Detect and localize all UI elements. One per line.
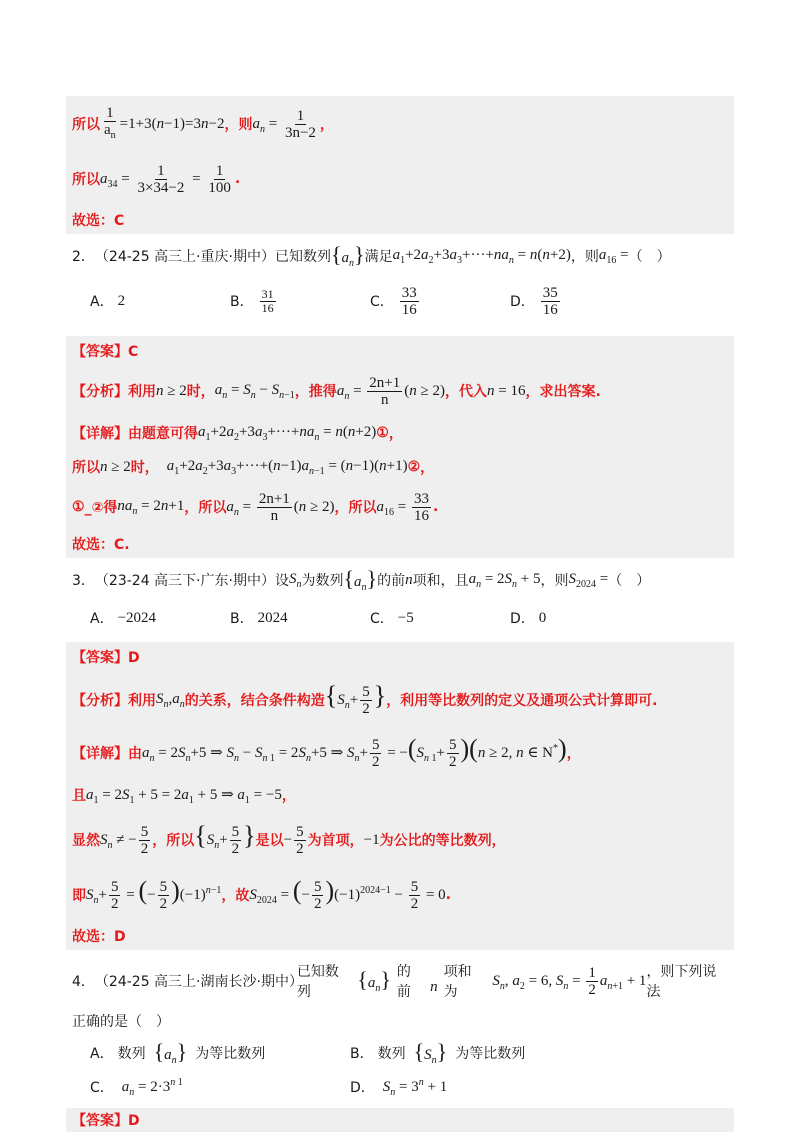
option-value: 0 bbox=[538, 609, 547, 626]
option-denominator: 16 bbox=[542, 301, 558, 318]
detail-line-3 bbox=[72, 484, 728, 530]
formula-n-ge-2: n ≥ 2 bbox=[100, 458, 131, 475]
question-blank: （ ） bbox=[628, 249, 671, 265]
answer-line bbox=[72, 1108, 728, 1132]
formula-n-16: n = 16 bbox=[486, 382, 526, 399]
solution-block-3 bbox=[66, 642, 734, 950]
formula-an: $a_n$ = $\frac{1}{3n-2}$ bbox=[252, 107, 316, 141]
question-source: （24-25 高三上·重庆·期中） bbox=[94, 249, 275, 265]
option-c[interactable] bbox=[370, 608, 510, 628]
option-a[interactable] bbox=[90, 608, 230, 628]
question-text: ，则下列说法 bbox=[646, 964, 717, 1000]
option-label: B． bbox=[230, 611, 254, 627]
detail-text: _②得 bbox=[84, 500, 118, 516]
question-text: 的前 bbox=[377, 573, 406, 589]
analysis-tag: 【分析】 bbox=[72, 693, 128, 709]
formula-condition: $S_n$, $a_2 = 6$, $S_n$ = $\frac{1}{2}$ $a_{n+1} + 1$ bbox=[492, 964, 647, 998]
answer-line bbox=[72, 336, 728, 366]
detail-text: ，故 bbox=[221, 888, 250, 904]
formula-s2024-result: $S_{2024}$ = (− $\frac{5}{2}$ )$(-1)^{2024-1}$ − $\frac{5}{2}$ = 0 bbox=[249, 875, 446, 913]
formula-a34: $a_{34}$ = $\frac{1}{3\times 34-2}$ = $\frac{1}{100}$ bbox=[100, 162, 231, 196]
formula-sum-condition: $a_1+2a_2+3a_3+\cdot\cdot\cdot+na_n = n(n+2)$ bbox=[392, 246, 571, 266]
detail-text: ， bbox=[388, 426, 403, 442]
question-4-options-row2 bbox=[90, 1070, 728, 1104]
answer-tag: 【答案】D bbox=[72, 650, 140, 666]
option-label: A． bbox=[90, 294, 114, 310]
question-source: （23-24 高三下·广东·期中） bbox=[94, 573, 275, 589]
formula-nan: $na_n = 2n+1$ bbox=[117, 497, 185, 517]
final-answer: 故选：D bbox=[72, 929, 126, 945]
option-value: 2 bbox=[117, 292, 126, 309]
option-numerator: 31 bbox=[261, 286, 274, 301]
formula-seq-an: $\{a_n\}$ bbox=[357, 966, 391, 994]
option-label: A． bbox=[90, 611, 114, 627]
question-number: 2． bbox=[72, 249, 95, 265]
circle-one-marker: ① bbox=[376, 425, 389, 441]
formula-eq2: $a_1+2a_2+3a_3+\cdot\cdot\cdot+(n-1)a_{n-1} = (n-1)(n+1)$ bbox=[166, 457, 408, 477]
detail-text: ， bbox=[420, 460, 435, 476]
option-c[interactable] bbox=[370, 285, 510, 318]
formula-opt-d: $S_n = 3^n + 1$ bbox=[382, 1076, 448, 1098]
formula-opt-c: $a_n = 2\cdot 3^{n 1}$ bbox=[121, 1076, 183, 1098]
question-text: 设 bbox=[274, 573, 289, 589]
formula-ratio: −1 bbox=[363, 831, 380, 848]
option-a[interactable] bbox=[90, 1038, 350, 1066]
question-text: 的前 bbox=[396, 964, 411, 1000]
analysis-text: 利用 bbox=[128, 384, 156, 400]
formula-sn: $S_n$ bbox=[288, 570, 302, 590]
option-label: C． bbox=[90, 1080, 114, 1096]
detail-line-1 bbox=[72, 416, 728, 450]
option-b[interactable] bbox=[230, 288, 370, 315]
formula-derive: $a_n = 2S_n+5$ ⇒ $S_n - S_{n 1} = 2S_n+5$ ⇒ $S_n+$ $\frac{5}{2}$ = $-(S_{n 1}+$ $\frac{5}{2}$ )(n ≥ 2, n ∈ N*) bbox=[142, 733, 567, 771]
question-4-stem-cont bbox=[72, 1006, 728, 1036]
detail-text: . bbox=[433, 499, 439, 515]
text-period: . bbox=[234, 171, 241, 187]
detail-line-4 bbox=[72, 868, 728, 922]
detail-text: 为公比的等比数列， bbox=[379, 833, 506, 849]
detail-tag: 【详解】 bbox=[72, 746, 128, 762]
option-denominator: 16 bbox=[261, 300, 274, 315]
detail-tag: 【详解】 bbox=[72, 426, 128, 442]
question-text: 满足 bbox=[364, 249, 393, 265]
question-text: 项和为 bbox=[443, 964, 472, 1000]
question-3-stem bbox=[72, 562, 728, 598]
solution-block-2 bbox=[66, 336, 734, 558]
detail-text: 时， bbox=[130, 460, 159, 476]
formula-seq: {$S_n+$ $\frac{5}{2}$ } bbox=[194, 820, 256, 858]
option-text: 为等比数列 bbox=[195, 1046, 266, 1062]
detail-text: 由 bbox=[128, 746, 142, 762]
detail-text: ，所以 bbox=[152, 833, 195, 849]
analysis-text: 利用 bbox=[128, 693, 156, 709]
formula-seq-an: $\{a_n\}$ bbox=[343, 565, 378, 593]
detail-line-3 bbox=[72, 812, 728, 868]
detail-line-2 bbox=[72, 778, 728, 812]
option-label: D． bbox=[510, 294, 535, 310]
option-d[interactable] bbox=[350, 1077, 610, 1098]
detail-line-1 bbox=[72, 728, 728, 778]
option-value: −2024 bbox=[117, 609, 157, 626]
formula-an-result: $a_n$ = $\frac{2n+1}{n}$ (n ≥ 2) bbox=[336, 374, 445, 408]
option-d[interactable] bbox=[510, 285, 650, 318]
formula-a1: $a_1 = 2S_1 + 5 = 2a_1 + 5$ ⇒ $a_1 = -5$ bbox=[86, 786, 282, 806]
final-answer-2 bbox=[72, 530, 728, 558]
circle-two-marker: ② bbox=[407, 459, 421, 475]
text-ze: ，则 bbox=[224, 117, 253, 133]
formula-an-sn: $a_n = S_n - S_{n-1}$ bbox=[214, 381, 295, 401]
analysis-text: 时， bbox=[186, 384, 215, 400]
circle-one-marker: ① bbox=[72, 499, 85, 515]
detail-text: . bbox=[445, 887, 451, 903]
answer-choice: 故选：C bbox=[72, 213, 125, 229]
option-text: 数列 bbox=[377, 1046, 406, 1062]
formula-first-term: − $\frac{5}{2}$ bbox=[283, 823, 304, 857]
question-text: ，则 bbox=[540, 573, 569, 589]
option-denominator: 16 bbox=[401, 301, 417, 318]
option-text: 数列 bbox=[117, 1046, 146, 1062]
detail-text: ， bbox=[281, 788, 296, 804]
detail-text: ， bbox=[566, 746, 581, 762]
option-label: D． bbox=[510, 611, 535, 627]
question-blank: （ ） bbox=[608, 573, 651, 589]
formula-sn-general: $S_n+$ $\frac{5}{2}$ = (− $\frac{5}{2}$ )$(-1)^{n-1}$ bbox=[86, 875, 222, 913]
text-suoyi: 所以 bbox=[72, 172, 100, 188]
analysis-line bbox=[72, 366, 728, 416]
option-numerator: 35 bbox=[542, 284, 558, 301]
formula-a16: $a_{16}$ = bbox=[598, 246, 629, 266]
option-a[interactable] bbox=[90, 291, 230, 311]
formula-sn-an: $S_n,a_n$ bbox=[156, 690, 185, 710]
option-label: C． bbox=[370, 294, 394, 310]
analysis-text: ，推得 bbox=[294, 384, 337, 400]
option-value: 2024 bbox=[257, 609, 288, 626]
option-c[interactable] bbox=[90, 1077, 350, 1098]
formula-an-final: $a_n$ = $\frac{2n+1}{n}$ (n ≥ 2) bbox=[226, 490, 335, 524]
document-page bbox=[72, 96, 728, 1132]
detail-text: 由题意可得 bbox=[128, 426, 198, 442]
detail-text: 所以 bbox=[72, 460, 100, 476]
solution-line-1 bbox=[72, 96, 728, 152]
analysis-text: 的关系，结合条件构造 bbox=[184, 693, 325, 709]
analysis-text: ，利用等比数列的定义及通项公式计算即可. bbox=[386, 693, 658, 709]
analysis-text: ，求出答案. bbox=[525, 384, 601, 400]
solution-block-1 bbox=[66, 96, 734, 234]
detail-text: 是以 bbox=[255, 833, 284, 849]
solution-block-4 bbox=[66, 1108, 734, 1132]
formula-reciprocal: $\frac{1}{a_n}$ =1+3(n−1)=3n−2 bbox=[104, 104, 225, 141]
question-text: 项和，且 bbox=[412, 573, 469, 589]
option-label: C． bbox=[370, 611, 394, 627]
formula-eq1: $a_1+2a_2+3a_3+\cdot\cdot\cdot+na_n = n(n+2)$ bbox=[198, 423, 377, 443]
formula-condition: $a_n = 2S_n + 5$ bbox=[468, 570, 541, 590]
question-text: 已知数列 bbox=[274, 249, 331, 265]
question-source: （24-25 高三上·湖南长沙·期中） bbox=[94, 974, 303, 990]
option-d[interactable] bbox=[510, 608, 650, 628]
answer-line bbox=[72, 642, 728, 672]
formula-seq-an: $\{a_n\}$ bbox=[153, 1038, 188, 1066]
formula-construct: {$S_n+$ $\frac{5}{2}$ } bbox=[324, 680, 387, 718]
detail-text: 且 bbox=[72, 788, 86, 804]
analysis-tag: 【分析】 bbox=[72, 384, 128, 400]
option-label: D． bbox=[350, 1080, 375, 1096]
question-4-stem bbox=[72, 956, 728, 1006]
option-b[interactable] bbox=[230, 608, 370, 628]
detail-text: 为首项， bbox=[307, 833, 364, 849]
option-value: −5 bbox=[397, 609, 414, 626]
detail-text: 即 bbox=[72, 888, 86, 904]
answer-tag: 【答案】D bbox=[72, 1113, 140, 1129]
option-label: B． bbox=[230, 294, 254, 310]
formula-s2024: $S_{2024}$ = bbox=[568, 570, 609, 590]
final-answer-3 bbox=[72, 922, 728, 950]
formula-n: n bbox=[405, 571, 413, 588]
option-b[interactable] bbox=[350, 1038, 610, 1066]
analysis-text: ，代入 bbox=[444, 384, 487, 400]
formula-seq-an: $\{a_n\}$ bbox=[330, 241, 365, 269]
formula-sn-neq: $S_n$ ≠ − $\frac{5}{2}$ bbox=[100, 823, 149, 857]
question-text: 正确的是（ ） bbox=[72, 1014, 170, 1030]
solution-answer-1 bbox=[72, 206, 728, 234]
formula-seq-sn: $\{S_n\}$ bbox=[413, 1038, 448, 1066]
question-4-options-row1 bbox=[90, 1036, 728, 1070]
option-label: B． bbox=[350, 1046, 374, 1062]
question-2-options bbox=[90, 274, 728, 328]
text-suoyi: 所以 bbox=[72, 117, 100, 133]
question-number: 3． bbox=[72, 573, 95, 589]
question-text: 已知数列 bbox=[296, 964, 339, 1000]
option-text: 为等比数列 bbox=[455, 1046, 526, 1062]
option-label: A． bbox=[90, 1046, 114, 1062]
detail-text: ，所以 bbox=[334, 500, 377, 516]
answer-tag: 【答案】C bbox=[72, 344, 139, 360]
analysis-line bbox=[72, 672, 728, 728]
formula-n: n bbox=[430, 978, 438, 995]
question-text: ，则 bbox=[570, 249, 599, 265]
solution-line-2 bbox=[72, 152, 728, 206]
option-numerator: 33 bbox=[401, 284, 417, 301]
detail-text: 显然 bbox=[72, 833, 100, 849]
formula-a16-result: $a_{16}$ = $\frac{33}{16}$ bbox=[376, 490, 429, 524]
question-text: 为数列 bbox=[301, 573, 344, 589]
detail-line-2 bbox=[72, 450, 728, 484]
detail-text: ，所以 bbox=[184, 500, 227, 516]
question-number: 4． bbox=[72, 974, 95, 990]
text-comma: ， bbox=[319, 117, 334, 133]
question-3-options bbox=[90, 598, 728, 638]
final-answer: 故选：C. bbox=[72, 537, 130, 553]
question-2-stem bbox=[72, 238, 728, 274]
formula-n-ge-2: n ≥ 2 bbox=[156, 382, 187, 399]
